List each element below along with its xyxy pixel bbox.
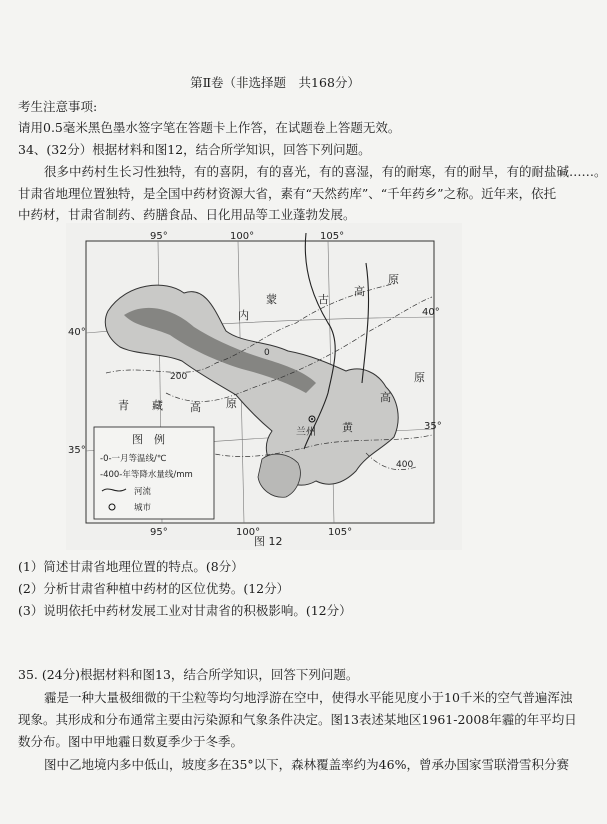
lat-label: 35° [424,421,442,432]
figure-caption: 图 12 [254,535,283,548]
notes-text: 请用0.5毫米黑色墨水签字笔在答题卡上作答，在试题卷上答题无效。 [18,120,401,135]
lon-label: 95° [150,231,168,242]
notes-heading: 考生注意事项: [18,99,98,114]
contour-label: 200 [170,372,188,382]
region-label: 黄 [342,421,353,434]
river [362,263,369,383]
q35-paragraph: 图中乙地境内多中低山，坡度多在35°以下，森林覆盖率约为46%，曾承办国家雪联滑雪积分赛 [44,757,569,772]
lon-label: 105° [320,231,345,242]
lon-label: 100° [236,527,261,538]
region-label: 原 [226,397,237,410]
q34-paragraph: 中药材，甘肃省制药、药膳食品、日化用品等工业蓬勃发展。 [18,207,356,222]
legend-item-isohyet: -400-年等降水量线/mm [100,470,193,480]
q34-question: (2）分析甘肃省种植中药材的区位优势。(12分） [18,581,290,596]
gansu-south-lobe [258,454,300,497]
legend-item-isotherm: -0-一月等温线/℃ [100,454,167,464]
region-label: 蒙 [266,293,277,306]
region-label: 内 [238,309,249,322]
q35-paragraph: 现象。其形成和分布通常主要由污染源和气象条件决定。图13表述某地区1961-2008年霾的年平均日 [18,712,577,727]
q34-paragraph: 很多中药村生长习性独特，有的喜阴，有的喜光，有的喜湿，有的耐寒，有的耐旱，有的耐盐碱……。 [44,164,607,179]
lon-label: 95° [150,527,168,538]
lat-label: 40° [68,327,86,338]
region-label: 青 [118,399,129,412]
region-label: 古 [318,293,329,306]
q34-header: 34、(32分）根据材料和图12，结合所学知识，回答下列问题。 [18,142,371,157]
q35-paragraph: 霾是一种大量极细微的干尘粒等均匀地浮游在空中，使得水平能见度小于10千米的空气普遍浑浊 [44,690,573,705]
region-label: 原 [414,371,425,384]
legend-item-river: 河流 [134,487,152,497]
q35-header: 35. (24分)根据材料和图13，结合所学知识，回答下列问题。 [18,667,359,682]
contour-label: 0 [264,348,270,358]
region-label: 高 [354,285,365,298]
q35-paragraph: 数分布。图中甲地霾日数夏季少于冬季。 [18,734,244,749]
region-label: 高 [380,391,391,404]
lon-label: 100° [230,231,255,242]
lat-label: 35° [68,445,86,456]
legend-item-city: 城市 [134,503,152,513]
map-legend [94,427,214,519]
legend-title: 图 例 [132,433,165,446]
q34-question: (1）简述甘肃省地理位置的特点。(8分） [18,559,244,574]
region-label: 藏 [152,399,163,412]
city-label: 兰州 [296,427,316,438]
region-label: 原 [388,273,399,286]
city-marker-dot [311,418,313,420]
q34-paragraph: 甘肃省地理位置独特，是全国中药材资源大省，素有“天然药库”、“千年药乡”之称。近年来，依托 [18,186,557,201]
lon-label: 105° [328,527,353,538]
figure-12-map [66,223,462,550]
region-label: 高 [190,401,201,414]
section-title: 第Ⅱ卷（非选择题 共168分） [190,75,360,90]
contour-label: 400 [396,460,414,470]
lat-label: 40° [422,307,440,318]
q34-question: (3）说明依托中药材发展工业对甘肃省的积极影响。(12分） [18,603,352,618]
